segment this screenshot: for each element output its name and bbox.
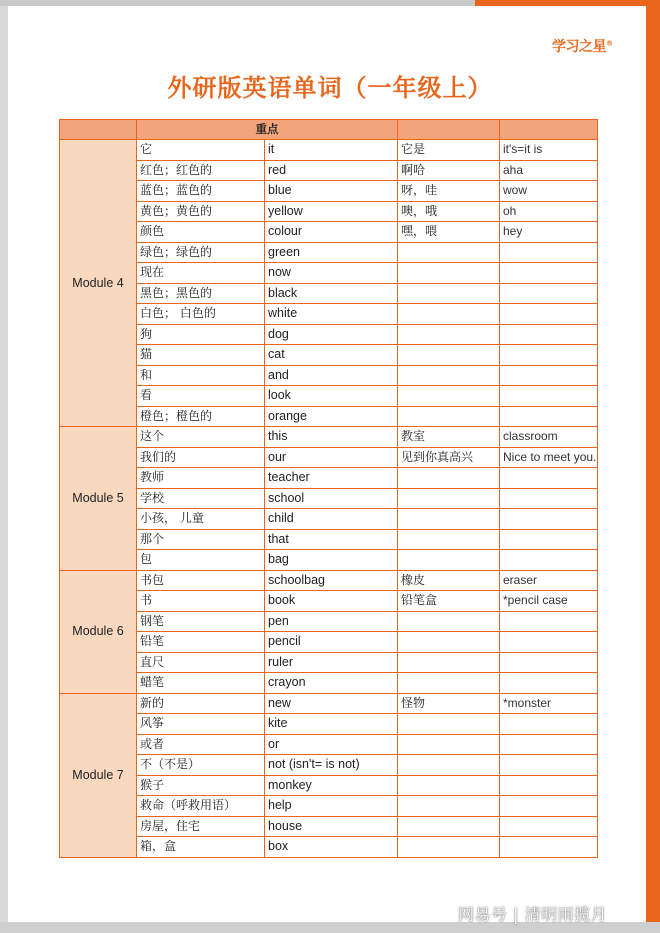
extra-english-cell <box>500 611 598 632</box>
extra-chinese-cell <box>398 734 500 755</box>
table-row <box>60 591 598 612</box>
table-row <box>60 488 598 509</box>
extra-english-cell <box>500 816 598 837</box>
chinese-word-cell: 钢笔 <box>137 611 265 632</box>
english-word-cell: yellow <box>265 201 398 222</box>
extra-chinese-cell <box>398 529 500 550</box>
brand-logo <box>552 36 613 56</box>
chinese-word-cell: 现在 <box>137 263 265 284</box>
extra-chinese-cell: 橡皮 <box>398 570 500 591</box>
table-row <box>60 427 598 448</box>
english-word-cell: red <box>265 160 398 181</box>
extra-chinese-cell: 啊哈 <box>398 160 500 181</box>
extra-chinese-cell <box>398 550 500 571</box>
english-word-cell: not (isn't= is not) <box>265 755 398 776</box>
english-word-cell: green <box>265 242 398 263</box>
english-word-cell: dog <box>265 324 398 345</box>
extra-chinese-cell <box>398 673 500 694</box>
extra-chinese-cell <box>398 263 500 284</box>
extra-chinese-cell <box>398 837 500 858</box>
english-word-cell: pen <box>265 611 398 632</box>
chinese-word-cell: 猴子 <box>137 775 265 796</box>
extra-english-cell <box>500 796 598 817</box>
extra-chinese-cell <box>398 324 500 345</box>
extra-english-cell: wow <box>500 181 598 202</box>
brand-logo-text: 学习之星 <box>552 39 606 55</box>
extra-chinese-cell <box>398 714 500 735</box>
extra-chinese-cell <box>398 632 500 653</box>
extra-chinese-cell <box>398 345 500 366</box>
chinese-word-cell: 学校 <box>137 488 265 509</box>
english-word-cell: white <box>265 304 398 325</box>
extra-english-cell <box>500 509 598 530</box>
extra-english-cell <box>500 304 598 325</box>
page-title: 外研版英语单词（一年级上） <box>167 74 493 102</box>
extra-chinese-cell <box>398 755 500 776</box>
module-label: Module 7 <box>60 693 137 857</box>
english-word-cell: book <box>265 591 398 612</box>
english-word-cell: black <box>265 283 398 304</box>
chinese-word-cell: 救命（呼救用语） <box>137 796 265 817</box>
table-row <box>60 304 598 325</box>
extra-chinese-cell: 见到你真高兴 <box>398 447 500 468</box>
chinese-word-cell: 书 <box>137 591 265 612</box>
chinese-word-cell: 橙色；橙色的 <box>137 406 265 427</box>
extra-english-cell: *pencil case <box>500 591 598 612</box>
extra-english-cell <box>500 406 598 427</box>
table-row <box>60 632 598 653</box>
extra-chinese-cell <box>398 365 500 386</box>
english-word-cell: box <box>265 837 398 858</box>
chinese-word-cell: 直尺 <box>137 652 265 673</box>
registered-mark: ® <box>606 39 613 48</box>
table-row <box>60 406 598 427</box>
extra-english-cell <box>500 242 598 263</box>
english-word-cell: kite <box>265 714 398 735</box>
table-row <box>60 570 598 591</box>
english-word-cell: blue <box>265 181 398 202</box>
english-word-cell: pencil <box>265 632 398 653</box>
english-word-cell: our <box>265 447 398 468</box>
chinese-word-cell: 和 <box>137 365 265 386</box>
chinese-word-cell: 黑色；黑色的 <box>137 283 265 304</box>
extra-chinese-cell <box>398 242 500 263</box>
table-row <box>60 242 598 263</box>
extra-english-cell: aha <box>500 160 598 181</box>
extra-english-cell <box>500 324 598 345</box>
extra-english-cell <box>500 345 598 366</box>
chinese-word-cell: 猫 <box>137 345 265 366</box>
table-row <box>60 386 598 407</box>
table-row <box>60 447 598 468</box>
english-word-cell: monkey <box>265 775 398 796</box>
extra-chinese-cell <box>398 816 500 837</box>
english-word-cell: school <box>265 488 398 509</box>
extra-english-cell <box>500 365 598 386</box>
extra-chinese-cell: 怪物 <box>398 693 500 714</box>
header-blank-cell <box>60 120 137 140</box>
header-blank-cell <box>398 120 500 140</box>
extra-english-cell <box>500 550 598 571</box>
english-word-cell: orange <box>265 406 398 427</box>
english-word-cell: teacher <box>265 468 398 489</box>
header-key-label: 重点 <box>137 120 398 140</box>
chinese-word-cell: 铅笔 <box>137 632 265 653</box>
chinese-word-cell: 风筝 <box>137 714 265 735</box>
english-word-cell: or <box>265 734 398 755</box>
table-row <box>60 714 598 735</box>
extra-chinese-cell <box>398 283 500 304</box>
extra-english-cell: classroom <box>500 427 598 448</box>
header-blank-cell <box>500 120 598 140</box>
english-word-cell: and <box>265 365 398 386</box>
table-row <box>60 509 598 530</box>
chinese-word-cell: 蓝色；蓝色的 <box>137 181 265 202</box>
extra-chinese-cell <box>398 509 500 530</box>
chinese-word-cell: 颜色 <box>137 222 265 243</box>
module-label: Module 6 <box>60 570 137 693</box>
extra-english-cell <box>500 468 598 489</box>
english-word-cell: that <box>265 529 398 550</box>
extra-english-cell <box>500 652 598 673</box>
extra-english-cell <box>500 837 598 858</box>
table-row <box>60 345 598 366</box>
english-word-cell: it <box>265 140 398 161</box>
chinese-word-cell: 那个 <box>137 529 265 550</box>
extra-english-cell: eraser <box>500 570 598 591</box>
chinese-word-cell: 教师 <box>137 468 265 489</box>
chinese-word-cell: 这个 <box>137 427 265 448</box>
extra-english-cell <box>500 386 598 407</box>
extra-english-cell <box>500 263 598 284</box>
english-word-cell: cat <box>265 345 398 366</box>
extra-chinese-cell: 呀，哇 <box>398 181 500 202</box>
chinese-word-cell: 看 <box>137 386 265 407</box>
module-label: Module 4 <box>60 140 137 427</box>
extra-english-cell <box>500 283 598 304</box>
table-row <box>60 222 598 243</box>
english-word-cell: now <box>265 263 398 284</box>
table-row <box>60 181 598 202</box>
module-label: Module 5 <box>60 427 137 571</box>
table-row <box>60 673 598 694</box>
english-word-cell: look <box>265 386 398 407</box>
chinese-word-cell: 黄色；黄色的 <box>137 201 265 222</box>
english-word-cell: ruler <box>265 652 398 673</box>
chinese-word-cell: 蜡笔 <box>137 673 265 694</box>
table-row <box>60 734 598 755</box>
table-row <box>60 816 598 837</box>
extra-chinese-cell: 噢，哦 <box>398 201 500 222</box>
table-row <box>60 775 598 796</box>
table-row <box>60 140 598 161</box>
table-row <box>60 837 598 858</box>
english-word-cell: help <box>265 796 398 817</box>
extra-chinese-cell <box>398 611 500 632</box>
extra-chinese-cell <box>398 468 500 489</box>
chinese-word-cell: 狗 <box>137 324 265 345</box>
table-row <box>60 283 598 304</box>
extra-chinese-cell <box>398 304 500 325</box>
english-word-cell: child <box>265 509 398 530</box>
extra-chinese-cell <box>398 488 500 509</box>
extra-english-cell <box>500 755 598 776</box>
extra-english-cell: it's=it is <box>500 140 598 161</box>
extra-english-cell <box>500 775 598 796</box>
extra-chinese-cell: 嘿，喂 <box>398 222 500 243</box>
extra-chinese-cell <box>398 652 500 673</box>
table-row <box>60 324 598 345</box>
table-row <box>60 529 598 550</box>
chinese-word-cell: 绿色；绿色的 <box>137 242 265 263</box>
table-row <box>60 796 598 817</box>
english-word-cell: schoolbag <box>265 570 398 591</box>
english-word-cell: crayon <box>265 673 398 694</box>
extra-chinese-cell <box>398 406 500 427</box>
extra-english-cell <box>500 734 598 755</box>
chinese-word-cell: 白色； 白色的 <box>137 304 265 325</box>
extra-english-cell: Nice to meet you. <box>500 447 598 468</box>
table-row <box>60 611 598 632</box>
chinese-word-cell: 包 <box>137 550 265 571</box>
table-row <box>60 365 598 386</box>
extra-english-cell <box>500 632 598 653</box>
chinese-word-cell: 新的 <box>137 693 265 714</box>
extra-english-cell: oh <box>500 201 598 222</box>
extra-english-cell: *monster <box>500 693 598 714</box>
table-row <box>60 550 598 571</box>
chinese-word-cell: 我们的 <box>137 447 265 468</box>
extra-chinese-cell: 它是 <box>398 140 500 161</box>
chinese-word-cell: 箱，盒 <box>137 837 265 858</box>
english-word-cell: house <box>265 816 398 837</box>
english-word-cell: new <box>265 693 398 714</box>
extra-english-cell <box>500 488 598 509</box>
vocabulary-table <box>59 119 598 858</box>
table-row <box>60 201 598 222</box>
extra-chinese-cell: 教室 <box>398 427 500 448</box>
english-word-cell: this <box>265 427 398 448</box>
extra-chinese-cell <box>398 386 500 407</box>
table-row <box>60 652 598 673</box>
chinese-word-cell: 房屋，住宅 <box>137 816 265 837</box>
extra-chinese-cell: 铅笔盒 <box>398 591 500 612</box>
table-header-row <box>60 120 598 140</box>
chinese-word-cell: 小孩， 儿童 <box>137 509 265 530</box>
chinese-word-cell: 或者 <box>137 734 265 755</box>
table-row <box>60 160 598 181</box>
table-row <box>60 755 598 776</box>
table-row <box>60 693 598 714</box>
chinese-word-cell: 它 <box>137 140 265 161</box>
chinese-word-cell: 书包 <box>137 570 265 591</box>
source-watermark: 网易号 | 清明雨揽月 <box>458 905 608 924</box>
extra-chinese-cell <box>398 775 500 796</box>
extra-english-cell <box>500 529 598 550</box>
extra-chinese-cell <box>398 796 500 817</box>
extra-english-cell <box>500 673 598 694</box>
chinese-word-cell: 不（不是） <box>137 755 265 776</box>
table-row <box>60 468 598 489</box>
extra-english-cell: hey <box>500 222 598 243</box>
extra-english-cell <box>500 714 598 735</box>
table-row <box>60 263 598 284</box>
chinese-word-cell: 红色；红色的 <box>137 160 265 181</box>
english-word-cell: colour <box>265 222 398 243</box>
english-word-cell: bag <box>265 550 398 571</box>
